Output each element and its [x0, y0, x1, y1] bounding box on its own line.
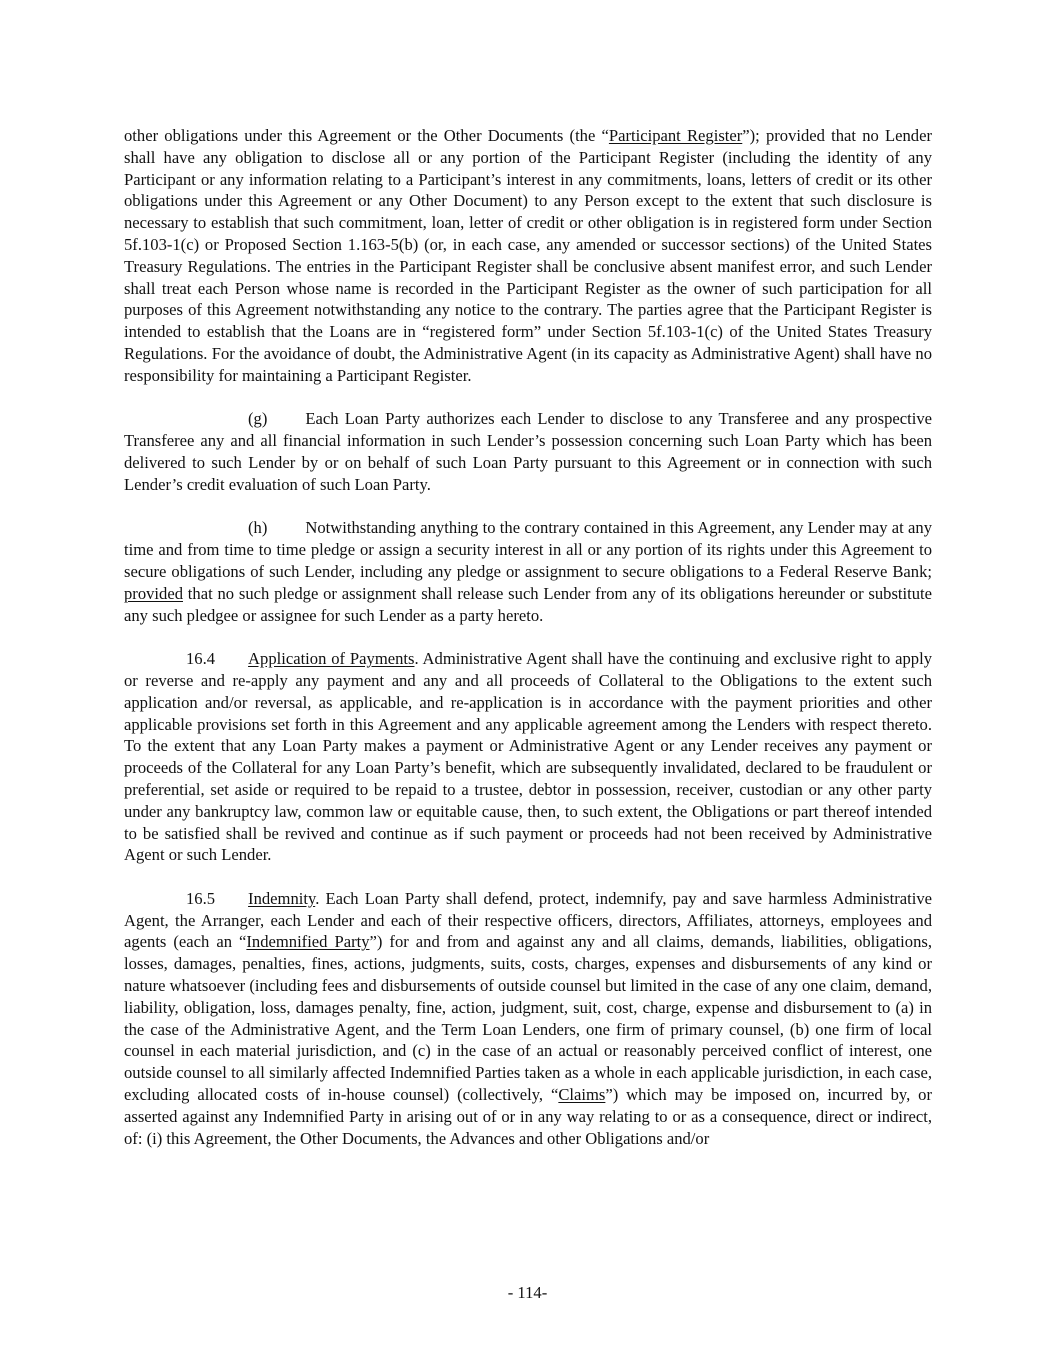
section-16-4	[124, 648, 932, 866]
paragraph-text: ”) which may be imposed on, incurred by, or asserted against any Indemnified Party in arising out of or in any way relating to or as a consequence, direct or indirect, of: (i) this Agreement, the Other Documents, the Advances and other Obligations and/or	[124, 1085, 932, 1148]
section-number: 16.4	[186, 649, 216, 669]
clause-label-h: (h)	[248, 518, 268, 538]
page-number: - 114-	[507, 1283, 548, 1302]
paragraph-h	[124, 517, 932, 626]
defined-term-indemnified-party: Indemnified Party	[246, 932, 370, 952]
paragraph-text: . Administrative Agent shall have the continuing and exclusive right to apply or reverse and re-apply any payment and any and all proceeds of Collateral to the Obligations to the extent such application and/or reversal, as applicable, and re-application is in accordance with the payment priorities and other applicable provisions set forth in this Agreement and any applicable agreement among the Lenders with respect thereto. To the extent that any Loan Party makes a payment or Administrative Agent or any Lender receives any payment or proceeds of the Collateral for any Loan Party’s benefit, which are subsequently invalidated, declared to be fraudulent or preferential, set aside or required to be repaid to a trustee, debtor in possession, receiver, custodian or any other party under any bankruptcy law, common law or equitable cause, then, to such extent, the Obligations or part thereof intended to be satisfied shall be revived and continue as if such payment or proceeds had not been received by Administrative Agent or such Lender.	[124, 649, 932, 865]
paragraph-text: ”); provided that no Lender shall have any obligation to disclose all or any portion of the Participant Register (including the identity of any Participant or any information relating to a Participant’s interest in any commitments, loans, letters of credit or its other obligations under this Agreement or any Other Document) to any Person except to the extent that such disclosure is necessary to establish that such commitment, loan, letter of credit or other obligation is in registered form under Section 5f.103-1(c) or Proposed Section 1.163-5(b) (or, in each case, any amended or successor sections) of the United States Treasury Regulations. The entries in the Participant Register shall be conclusive absent manifest error, and such Lender shall treat each Person whose name is recorded in the Participant Register as the owner of such participation for all purposes of this Agreement notwithstanding any notice to the contrary. The parties agree that the Participant Register is intended to establish that the Loans are in “registered form” under Section 5f.103-1(c) of the United States Treasury Regulations. For the avoidance of doubt, the Administrative Agent (in its capacity as Administrative Agent) shall have no responsibility for maintaining a Participant Register.	[124, 126, 932, 385]
paragraph-text: Each Loan Party authorizes each Lender to disclose to any Transferee and any prospective Transferee any and all financial information in such Lender’s possession concerning such Loan Party which has been delivered to such Lender by or on behalf of such Loan Party pursuant to this Agreement or in connection with such Lender’s credit evaluation of such Loan Party.	[124, 409, 932, 494]
document-page	[124, 125, 932, 1171]
paragraph-text: . Each Loan Party shall defend, protect, indemnify, pay and save harmless Administrative Agent, the Arranger, each Lender and each of their respective officers, directors, Affiliates, attorneys, employees and agents (each an “	[124, 888, 932, 952]
defined-term-provided: provided	[124, 583, 183, 603]
paragraph-text: Notwithstanding anything to the contrary contained in this Agreement, any Lender may at any time and from time to time pledge or assign a security interest in all or any portion of its rights under this Agreement to secure obligations of such Lender, including any pledge or assignment to secure obligations to a Federal Reserve Bank;	[124, 518, 932, 581]
paragraph-text: that no such pledge or assignment shall release such Lender from any of its obligations hereunder or substitute any such pledgee or assignee for such Lender as a party hereto.	[124, 583, 932, 625]
section-heading-indemnity: Indemnity	[248, 888, 316, 908]
section-number: 16.5	[186, 888, 216, 908]
defined-term-claims: Claims	[558, 1085, 606, 1105]
clause-label-g: (g)	[248, 409, 268, 429]
section-16-5	[124, 888, 932, 1150]
paragraph-text: other obligations under this Agreement or the Other Documents (the “	[124, 126, 609, 145]
defined-term-participant-register: Participant Register	[608, 126, 743, 145]
section-heading-application-of-payments: Application of Payments	[248, 649, 415, 669]
paragraph-g	[124, 408, 932, 495]
paragraph-f-continuation	[124, 125, 932, 387]
paragraph-text: ”) for and from and against any and all claims, demands, liabilities, obligations, losses, damages, penalties, fines, actions, judgments, suits, costs, charges, expenses and disbursements of any kind or nature whatsoever (including fees and disbursements of outside counsel but limited in the case of any one claim, demand, liability, obligation, loss, damages penalty, fine, action, judgment, suit, cost, charge, expense and disbursement to (a) in the case of the Administrative Agent, and the Term Loan Lenders, one firm of primary counsel, (b) one firm of local counsel in each material jurisdiction, and (c) in the case of an actual or reasonably perceived conflict of interest, one outside counsel to all similarly affected Indemnified Parties taken as a whole in each applicable jurisdiction, in each case, excluding allocated costs of in-house counsel) (collectively, “	[124, 932, 932, 1105]
